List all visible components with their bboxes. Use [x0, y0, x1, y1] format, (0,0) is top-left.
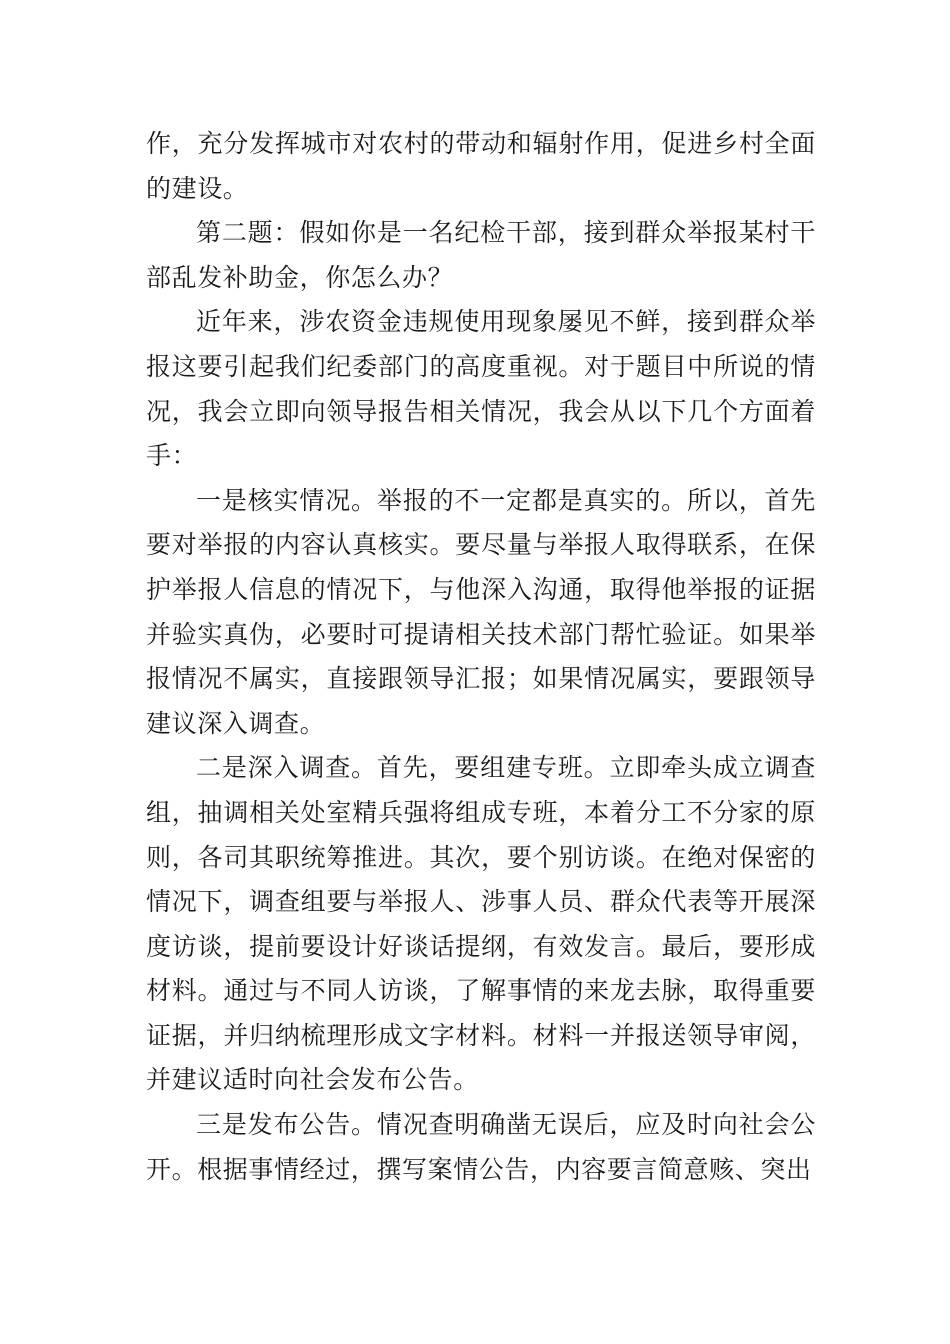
- document-body: [146, 122, 816, 1192]
- paragraph-question-two: 第二题：假如你是一名纪检干部，接到群众举报某村干部乱发补助金，你怎么办？: [146, 218, 816, 292]
- paragraph-continuation: 作，充分发挥城市对农村的带动和辐射作用，促进乡村全面的建设。: [146, 129, 816, 203]
- paragraph-publish-announcement: 三是发布公告。情况查明确凿无误后，应及时向社会公开。根据事情经过，撰写案情公告，内容要言简意赅、突出: [146, 1110, 816, 1184]
- paragraph-introduction: 近年来，涉农资金违规使用现象屡见不鲜，接到群众举报这要引起我们纪委部门的高度重视。对于题目中所说的情况，我会立即向领导报告相关情况，我会从以下几个方面着手：: [146, 307, 816, 471]
- paragraph-verify-situation: 一是核实情况。举报的不一定都是真实的。所以，首先要对举报的内容认真核实。要尽量与举报人取得联系，在保护举报人信息的情况下，与他深入沟通，取得他举报的证据并验实真伪，必要时可提请相关技术部门帮忙验证。如果举报情况不属实，直接跟领导汇报；如果情况属实，要跟领导建议深入调查。: [146, 485, 816, 738]
- paragraph-in-depth-investigation: 二是深入调查。首先，要组建专班。立即牵头成立调查组，抽调相关处室精兵强将组成专班，本着分工不分家的原则，各司其职统筹推进。其次，要个别访谈。在绝对保密的情况下，调查组要与举报人、涉事人员、群众代表等开展深度访谈，提前要设计好谈话提纲，有效发言。最后，要形成材料。通过与不同人访谈，了解事情的来龙去脉，取得重要证据，并归纳梳理形成文字材料。材料一并报送领导审阅，并建议适时向社会发布公告。: [146, 753, 816, 1095]
